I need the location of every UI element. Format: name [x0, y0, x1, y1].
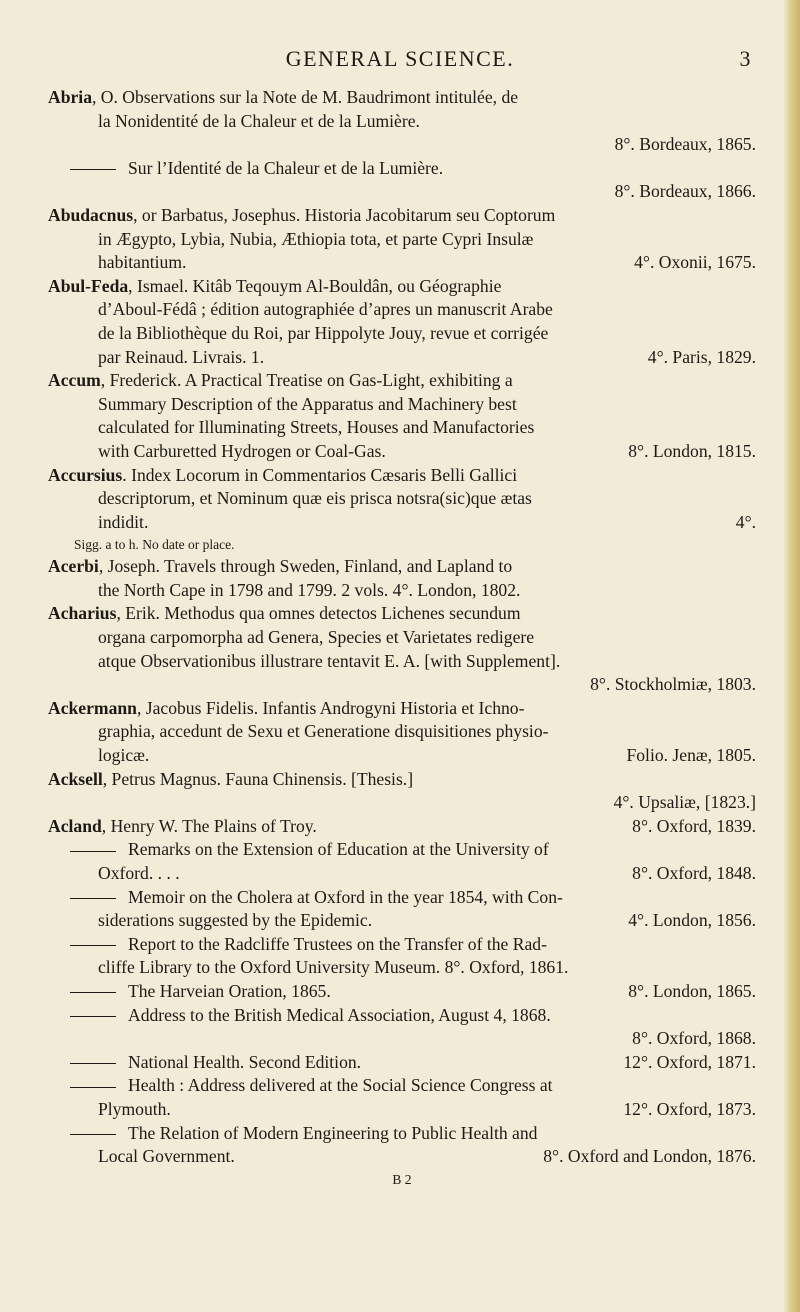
author-name: Acksell [48, 768, 103, 789]
entry-imprint: 4°. Upsaliæ, [1823.] [613, 792, 756, 813]
entry-line: Memoir on the Cholera at Oxford in the year 1854, with Con- [48, 886, 756, 910]
entry-line: with Carburetted Hydrogen or Coal-Gas. 8°. London, 1815. [98, 440, 756, 461]
entry-line: Sur l’Identité de la Chaleur et de la Lumière. [48, 157, 756, 181]
entry-line: Accum, Frederick. A Practical Treatise on Gas-Light, exhibiting a [48, 370, 513, 391]
entry-line: Health : Address delivered at the Social Science Congress at [48, 1074, 756, 1098]
author-name: Accum [48, 370, 101, 391]
signature-mark: B 2 [392, 1171, 412, 1187]
entry-line: Address to the British Medical Association, August 4, 1868. [48, 1004, 756, 1028]
entry-line: The Harveian Oration, 1865. 8°. London, 1865. [48, 980, 756, 1004]
entry-line: Abudacnus, or Barbatus, Josephus. Historia Jacobitarum seu Coptorum [48, 204, 556, 225]
author-name: Abul-Feda [48, 275, 129, 296]
ditto-dash [70, 898, 116, 899]
author-name: Acharius [48, 603, 117, 624]
entry-line: Plymouth. 12°. Oxford, 1873. [98, 1098, 756, 1119]
header-title: GENERAL SCIENCE. [285, 46, 515, 71]
entry-imprint: 8°. Stockholmiæ, 1803. [590, 674, 756, 695]
entry-line: cliffe Library to the Oxford University Museum. 8°. Oxford, 1861. [98, 957, 569, 978]
entry-imprint: 8°. Bordeaux, 1865. [614, 134, 756, 155]
entry-line: in Ægypto, Lybia, Nubia, Æthiopia tota, et parte Cypri Insulæ [98, 228, 534, 249]
entry-line: Local Government. 8°. Oxford and London, 1876. [98, 1146, 756, 1167]
running-header [48, 46, 752, 76]
entry-line: The Relation of Modern Engineering to Public Health and [48, 1122, 756, 1146]
ditto-dash [70, 945, 116, 946]
entry-line: Acksell, Petrus Magnus. Fauna Chinensis. [Thesis.] [48, 768, 414, 789]
entry-line: Ackermann, Jacobus Fidelis. Infantis Androgyni Historia et Ichno- [48, 697, 525, 718]
entry-line: calculated for Illuminating Streets, Houses and Manufactories [98, 417, 535, 438]
ditto-dash [70, 169, 116, 170]
author-name: Acerbi [48, 556, 99, 577]
entry-line: indidit. 4°. [98, 511, 756, 532]
page-number: 3 [739, 46, 752, 71]
entry-line: habitantium. 4°. Oxonii, 1675. [98, 252, 756, 273]
entry-line: Oxford. . . . 8°. Oxford, 1848. [98, 863, 756, 883]
ditto-dash [70, 1087, 116, 1088]
entry-line: d’Aboul-Fédâ ; édition autographiée d’apres un manuscrit Arabe [98, 299, 553, 320]
page-edge [784, 0, 800, 1312]
entry-line: Remarks on the Extension of Education at the University of [48, 838, 756, 862]
entry-line: Acland, Henry W. The Plains of Troy. 8°. Oxford, 1839. [48, 815, 756, 836]
entry-line: Abria, O. Observations sur la Note de M. Baudrimont intitulée, de [48, 87, 519, 107]
entry-line: Acerbi, Joseph. Travels through Sweden, Finland, and Lapland to [48, 556, 513, 577]
entry-line: Report to the Radcliffe Trustees on the Transfer of the Rad- [48, 933, 756, 957]
author-name: Abria [48, 87, 92, 107]
entry-line: Summary Description of the Apparatus and Machinery best [98, 393, 517, 414]
ditto-dash [70, 992, 116, 993]
ditto-dash [70, 851, 116, 852]
ditto-dash [70, 1063, 116, 1064]
catalog-entries [48, 86, 756, 1191]
author-name: Abudacnus [48, 204, 134, 225]
entry-line: de la Bibliothèque du Roi, par Hippolyte Jouy, revue et corrigée [98, 322, 549, 343]
author-name: Accursius [48, 464, 123, 485]
entry-line: the North Cape in 1798 and 1799. 2 vols. 4°. London, 1802. [98, 579, 521, 600]
entry-imprint: 8°. Bordeaux, 1866. [614, 181, 756, 202]
entry-line: descriptorum, et Nominum quæ eis prisca notsra(sic)que ætas [98, 488, 532, 509]
entry-line: atque Observationibus illustrare tentavit E. A. [with Supplement]. [98, 650, 561, 671]
author-name: Ackermann [48, 697, 137, 718]
entry-line: Accursius. Index Locorum in Commentarios Cæsaris Belli Gallici [48, 464, 518, 485]
ditto-dash [70, 1134, 116, 1135]
entry-line: siderations suggested by the Epidemic. 4°. London, 1856. [98, 910, 756, 931]
entry-line: logicæ. Folio. Jenæ, 1805. [98, 745, 756, 766]
entry-line: la Nonidentité de la Chaleur et de la Lumière. [98, 110, 420, 131]
entry-line: graphia, accedunt de Sexu et Generatione disquisitiones physio- [98, 721, 549, 742]
entry-line: par Reinaud. Livrais. 1. 4°. Paris, 1829. [98, 346, 756, 367]
author-name: Acland [48, 815, 102, 836]
entry-line: Abul-Feda, Ismael. Kitâb Teqouym Al-Bouldân, ou Géographie [48, 275, 502, 296]
entry-line: organa carpomorpha ad Genera, Species et Varietates redigere [98, 627, 535, 648]
entry-line: National Health. Second Edition. 12°. Oxford, 1871. [48, 1051, 756, 1075]
entry-line: Acharius, Erik. Methodus qua omnes detectos Lichenes secundum [48, 603, 521, 624]
entry-note: Sigg. a to h. No date or place. [74, 537, 235, 553]
ditto-dash [70, 1016, 116, 1017]
entry-imprint: 8°. Oxford, 1868. [632, 1028, 756, 1049]
